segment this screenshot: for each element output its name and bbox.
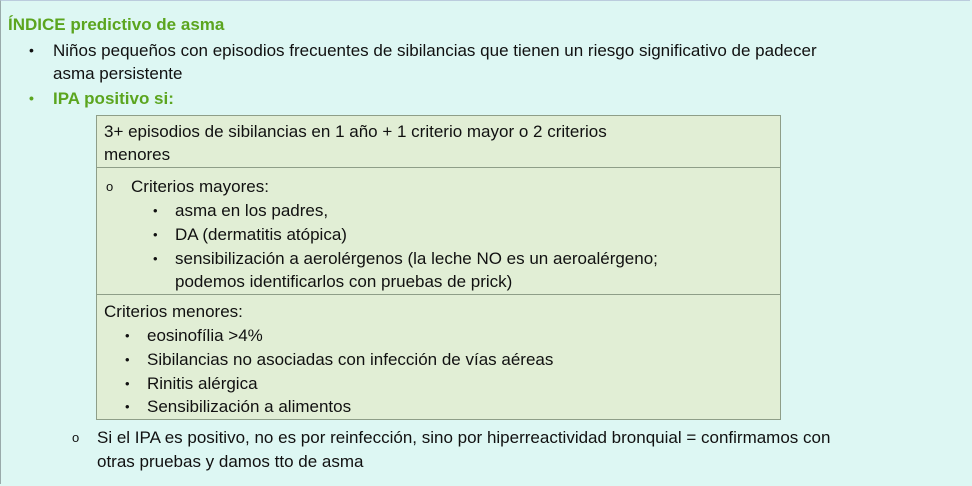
mayores-item: sensibilización a aerolérgenos (la leche NO es un aeroalérgeno; — [175, 249, 658, 268]
bullet-icon: • — [153, 203, 158, 218]
bullet-icon: • — [29, 42, 34, 58]
bullet-icon: • — [125, 376, 130, 391]
menores-item: Sensibilización a alimentos — [147, 397, 352, 416]
table-row-summary — [97, 116, 781, 168]
menores-item: Rinitis alérgica — [147, 374, 258, 393]
footer-line-2: otras pruebas y damos tto de asma — [97, 452, 364, 471]
menores-item: eosinofília >4% — [147, 326, 263, 345]
footer-line-1: Si el IPA es positivo, no es por reinfección, sino por hiperreactividad bronquial = confirmamos con — [97, 428, 831, 447]
bullet-icon: • — [125, 352, 130, 367]
menores-heading: Criterios menores: — [104, 302, 243, 321]
intro-line-2: asma persistente — [53, 64, 183, 83]
mayores-item: DA (dermatitis atópica) — [175, 225, 347, 244]
bullet-icon: • — [29, 90, 34, 106]
menores-item: Sibilancias no asociadas con infección de vías aéreas — [147, 350, 554, 369]
page-title: ÍNDICE predictivo de asma — [8, 15, 225, 34]
circle-bullet-icon: o — [72, 430, 80, 445]
intro-line-1: Niños pequeños con episodios frecuentes de sibilancias que tienen un riesgo significativo de padecer — [53, 41, 817, 60]
bullet-icon: • — [153, 227, 158, 242]
summary-line-2: menores — [104, 145, 171, 164]
ipa-heading: IPA positivo si: — [53, 89, 174, 108]
mayores-item-continued: podemos identificarlos con pruebas de prick) — [175, 272, 513, 291]
bullet-icon: • — [153, 251, 158, 266]
bullet-icon: • — [125, 399, 130, 414]
table-row-criterios-menores — [97, 295, 781, 420]
bullet-icon: • — [125, 328, 130, 343]
summary-line-1: 3+ episodios de sibilancias en 1 año + 1 criterio mayor o 2 criterios — [104, 122, 607, 141]
mayores-heading: Criterios mayores: — [131, 177, 269, 196]
table-row-criterios-mayores — [97, 168, 781, 295]
mayores-item: asma en los padres, — [175, 201, 329, 220]
ipa-criteria-table — [96, 115, 781, 420]
circle-bullet-icon: o — [106, 179, 114, 194]
